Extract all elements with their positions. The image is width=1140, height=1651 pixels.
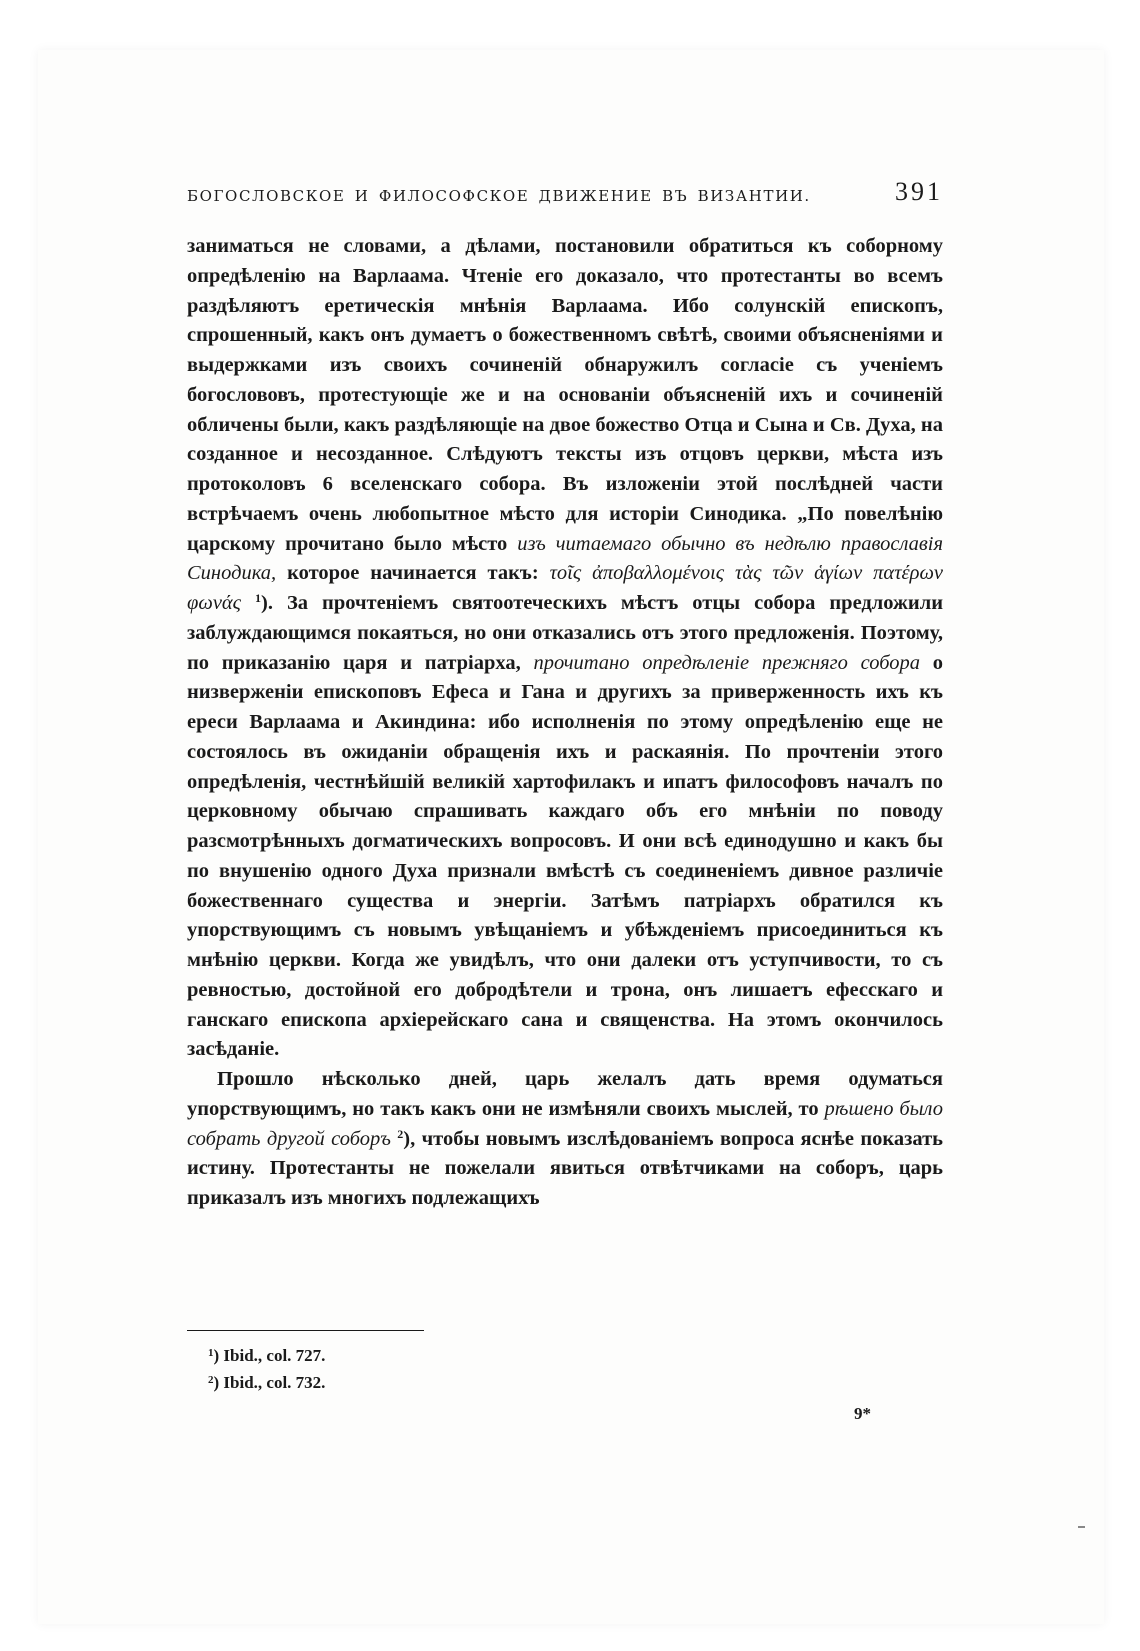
- footnote-ref-1: 1: [255, 591, 261, 605]
- footnote-marker: 1: [208, 1347, 214, 1359]
- p1-text-b: которое начинается такъ:: [287, 562, 539, 585]
- p1-greek-quote: τοῖς ἀποβαλλομένοις τὰς τῶν ἁγίων πατέρων φωνάς: [187, 562, 944, 614]
- scan-edge-mark: [1078, 1526, 1085, 1528]
- p1-text-d: о низверженіи епископовъ Ефеса и Гана и другихъ за приверженность ихъ къ ереси Варлаама и Акиндина: ибо исполненія по этому опредѣленію еще не состоялось въ ожиданіи обращенія ихъ и раскаянія. По прочтеніи этого опредѣленія, честнѣйшій великій хартофилакъ и ипатъ философовъ началъ по церковному обычаю спрашивать каждаго объ его мнѣніи по поводу разсмотрѣнныхъ догматическихъ вопросовъ. И они всѣ единодушно и какъ бы по внушенію одного Духа признали вмѣстѣ съ соединеніемъ дивное различіе божественнаго существа и энергіи. Затѣмъ патріархъ обратился къ упорствующимъ съ новымъ увѣщаніемъ и убѣжденіемъ присоединиться къ мнѣнію церкви. Когда же увидѣлъ, что они далеки отъ уступчивости, то съ ревностью, достойной его добродѣтели и трона, онъ лишаетъ ефесскаго и ганскаго епископа архіерейскаго сана и священства. На этомъ окончилось засѣданіе.: [187, 651, 943, 1061]
- p1-italic-synodikon: изъ читаемаго обычно въ недѣлю православія Синодика,: [187, 532, 944, 585]
- paragraph-1: [187, 232, 943, 1065]
- p1-text-a: заниматься не словами, а дѣлами, постановили обратиться къ соборному опредѣленію на Варлаама. Чтеніе его доказало, что протестанты во всемъ раздѣляютъ еретическія мнѣнія Варлаама. Ибо солунскій епископъ, спрошенный, какъ онъ думаетъ о божественномъ свѣтѣ, своими объясненіями и выдержками изъ своихъ сочиненій обнаружилъ согласіе съ ученіемъ богослововъ, протестующіе же и на основаніи объясненій ихъ и сочиненій обличены были, какъ раздѣляющіе на двое божество Отца и Сына и Св. Духа, на созданное и несозданное. Слѣдуютъ тексты изъ отцовъ церкви, мѣста изъ протоколовъ 6 вселенскаго собора. Въ изложеніи этой послѣдней части встрѣчаемъ очень любопытное мѣсто для исторіи Синодика. „По повелѣнію царскому прочитано было мѣсто: [187, 235, 943, 555]
- footnote-text: ) Ibid., col. 727.: [213, 1346, 326, 1365]
- paragraph-2: [187, 1065, 943, 1214]
- page-number: 391: [895, 177, 943, 206]
- body-text: [187, 232, 943, 1214]
- running-head: [187, 177, 943, 217]
- footnote-rule: [187, 1330, 424, 1331]
- p2-italic-council: рѣшено было собрать другой соборъ: [187, 1097, 943, 1150]
- p1-italic-decision: прочитано опредѣленіе прежняго собора: [533, 651, 921, 674]
- footnote-2: [208, 1369, 325, 1396]
- footnote-ref-2: 2: [397, 1126, 404, 1141]
- footnote-1: [208, 1342, 325, 1369]
- running-title: БОГОСЛОВСКОЕ И ФИЛОСОФСКОЕ ДВИЖЕНИЕ ВЪ ВИЗАНТИИ.: [187, 187, 811, 205]
- footnote-text: ) Ibid., col. 732.: [213, 1373, 326, 1392]
- p2-text-b: ), чтобы новымъ изслѣдованіемъ вопроса яснѣе показать истину. Протестанты не пожелали явиться отвѣтчиками на соборъ, царь приказалъ изъ многихъ подлежащихъ: [187, 1127, 943, 1209]
- p2-text-a: Прошло нѣсколько дней, царь желалъ дать время одуматься упорствующимъ, но такъ какъ они не измѣняли своихъ мыслей, то: [187, 1068, 943, 1120]
- footnotes: [208, 1342, 325, 1396]
- p1-text-c: ). За прочтеніемъ святоотеческихъ мѣстъ отцы собора предложили заблуждающимся покаяться, но они отказались отъ этого предложенія. Поэтому, по приказанію царя и патріарха,: [187, 592, 944, 674]
- signature-mark: 9*: [854, 1404, 871, 1423]
- footnote-marker: 2: [208, 1374, 214, 1386]
